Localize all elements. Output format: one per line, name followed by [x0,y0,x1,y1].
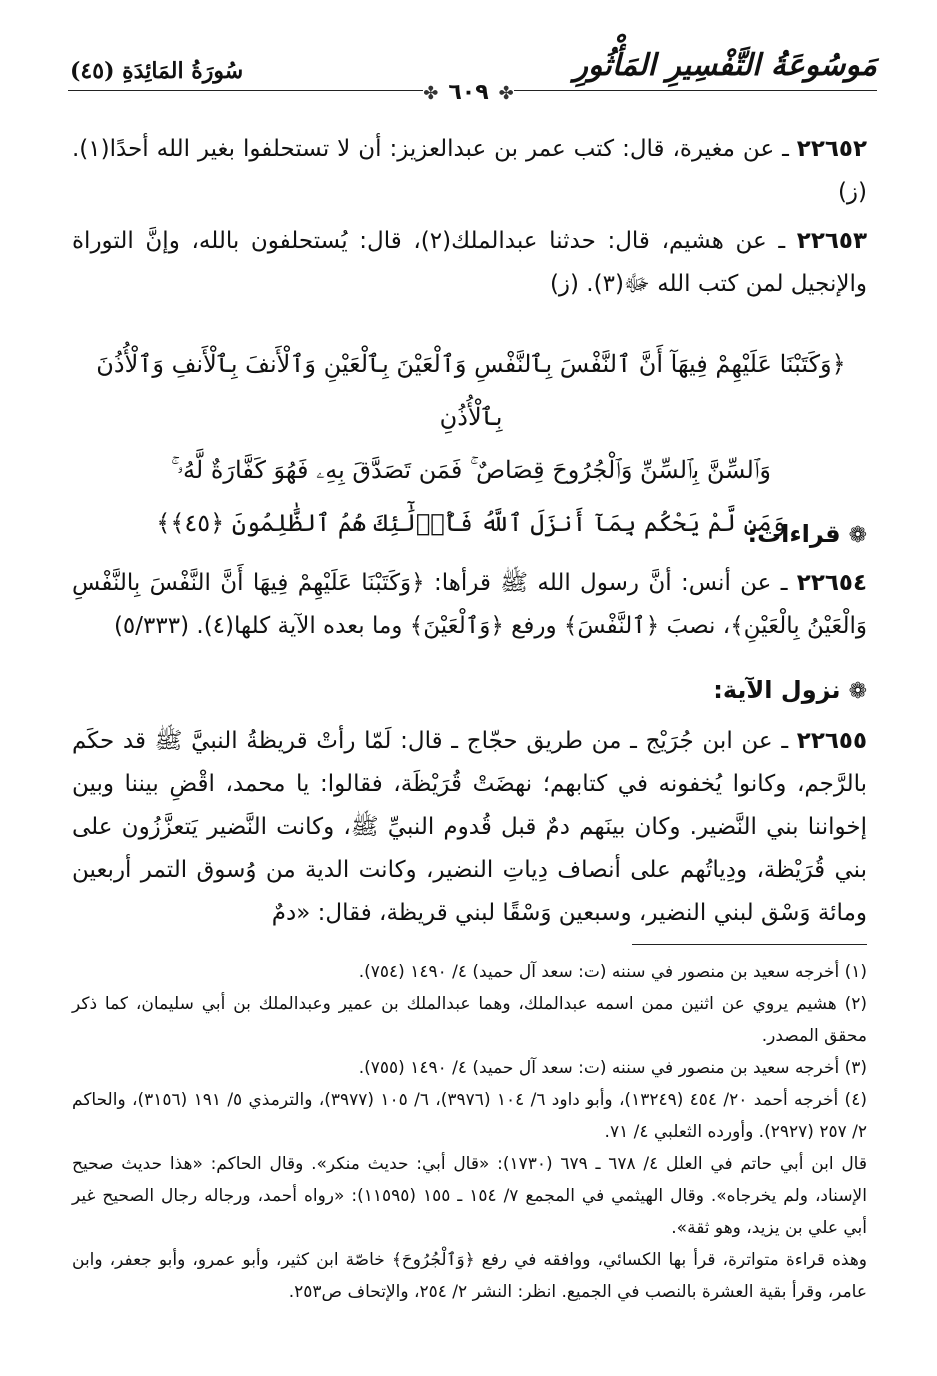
paragraph-22655 [72,720,867,935]
ornament-icon: ✤ [423,83,439,104]
paragraph-22654 [72,562,867,648]
narration-number: ٢٢٦٥٤ [796,570,867,596]
narration-number: ٢٢٦٥٣ [796,228,867,254]
footnote: وهذه قراءة متواترة، قرأ بها الكسائي، ووافقه في رفع ﴿وَٱلْجُرُوحَ﴾ خاصّة ابن كثير، وأبو عمرو، وأبو جعفر، وابن عامر، وقرأ بقية العشرة بالنصب في الجميع. انظر: النشر ٢/ ٢٥٤، والإتحاف ص٢٥٣. [72,1250,867,1302]
section-heading-nuzul: ❁نزول الآية: [713,676,867,704]
footnote: (٣) أخرجه سعيد بن منصور في سننه (ت: سعد آل حميد) ٤/ ١٤٩٠ (٧٥٥). [358,1058,867,1078]
flower-icon: ❁ [848,679,867,704]
quran-line: ﴿وَكَتَبْنَا عَلَيْهِمْ فِيهَآ أَنَّ ٱلنَّفْسَ بِٱلنَّفْسِ وَٱلْعَيْنَ بِٱلْعَيْنِ وَٱلْأَنفَ بِٱلْأَنفِ وَٱلْأُذُنَ بِٱلْأُذُنِ [96,350,846,431]
narration-text: ـ عن هشيم، قال: حدثنا عبدالملك(٢)، قال: يُستحلفون بالله، وإنَّ التوراة والإنجيل لمن كتب الله ﷻ(٣). (ز) [72,228,867,297]
footnote: (٤) أخرجه أحمد ٢٠/ ٤٥٤ (١٣٢٤٩)، وأبو داود ٦/ ١٠٤ (٣٩٧٦)، ٦/ ١٠٥ (٣٩٧٧)، والترمذي ٥/ ١٩١ (٣١٥٦)، والحاكم ٢/ ٢٥٧ (٢٩٢٧). وأورده الثعلبي ٤/ ٧١. [72,1090,867,1142]
quran-verse [75,338,867,550]
narration-number: ٢٢٦٥٥ [796,728,867,754]
footnote: (١) أخرجه سعيد بن منصور في سننه (ت: سعد آل حميد) ٤/ ١٤٩٠ (٧٥٤). [358,962,867,982]
quran-line: وَٱلسِّنَّ بِٱلسِّنِّ وَٱلْجُرُوحَ قِصَاصٌ ۚ فَمَن تَصَدَّقَ بِهِۦ فَهُوَ كَفَّارَةٌ لَّهُۥ ۚ [171,456,771,484]
ornament-icon: ✤ [498,83,514,104]
footnote: (٢) هشيم يروي عن اثنين ممن اسمه عبدالملك، وهما عبدالملك بن عمير وعبدالملك بن أبي سليمان، كما ذكر محقق المصدر. [72,994,867,1046]
surah-label: سُورَةُ المَائِدَةِ (٤٥) [70,58,244,84]
narration-text: ـ عن أنس: أنَّ رسول الله ﷺ قرأها: ﴿وَكَتَبْنَا عَلَيْهِمْ فِيهَا أَنَّ النَّفْسَ بِالنَّفْسِ وَالْعَيْنُ بِالْعَيْنِ﴾، نصبَ ﴿ٱلنَّفْسَ﴾ ورفع ﴿وَٱلْعَيْنَ﴾ وما بعده الآية كلها(٤). (٥/٣٣٣) [72,570,867,639]
paragraph-22653 [72,220,867,306]
flower-icon: ❁ [848,523,867,548]
narration-number: ٢٢٦٥٢ [796,136,867,162]
footnotes [72,956,867,1308]
book-title: مَوسُوعَةُ التَّفْسِيرِ المَأْثُورِ [573,48,877,83]
paragraph-22652 [72,128,867,214]
footnote: قال ابن أبي حاتم في العلل ٤/ ٦٧٨ ـ ٦٧٩ (١٧٣٠): «قال أبي: حديث منكر». وقال الحاكم: «هذا حديث صحيح الإسناد، ولم يخرجاه». وقال الهيثمي في المجمع ٧/ ١٥٤ ـ ١٥٥ (١١٥٩٥): «رواه أحمد، ورجاله رجال الصحيح غير أبي علي بن يزيد، وهو ثقة». [72,1154,867,1238]
footnote-rule [632,944,867,945]
page-number-row [0,80,937,105]
narration-text: ـ عن ابن جُرَيْج ـ من طريق حجّاج ـ قال: لَمّا رأتْ قريظةُ النبيَّ ﷺ قد حكَم بالرَّجم، وكانوا يُخفونه في كتابهم؛ نهضَتْ قُرَيْظَة، فقالوا: يا محمد، اقْضِ بيننا وبين إخواننا بني النَّضير. وكان بينَهم دمٌ قبل قُدوم النبيِّ ﷺ، وكانت النَّضير يَتعزَّزُون على بني قُرَيْظة، ودِياتُهم على أنصاف دِياتِ النضير، وكانت الدية من وُسوق التمر أربعين ومائة وَسْق لبني النضير، وسبعين وَسْقًا لبني قريظة، فقال: «دمٌ [72,728,867,926]
page-number: ٦٠٩ [438,80,498,105]
narration-text: ـ عن مغيرة، قال: كتب عمر بن عبدالعزيز: أن لا تستحلفوا بغير الله أحدًا(١). (ز) [72,136,867,205]
quran-line: وَمَن لَّمْ يَحْكُم بِمَآ أَنزَلَ ٱللَّهُ فَأُو۟لَٰٓئِكَ هُمُ ٱلظَّٰلِمُونَ ﴿٤٥﴾﴾ [156,509,786,537]
section-heading-qiraat: ❁قراءات: [747,520,867,548]
